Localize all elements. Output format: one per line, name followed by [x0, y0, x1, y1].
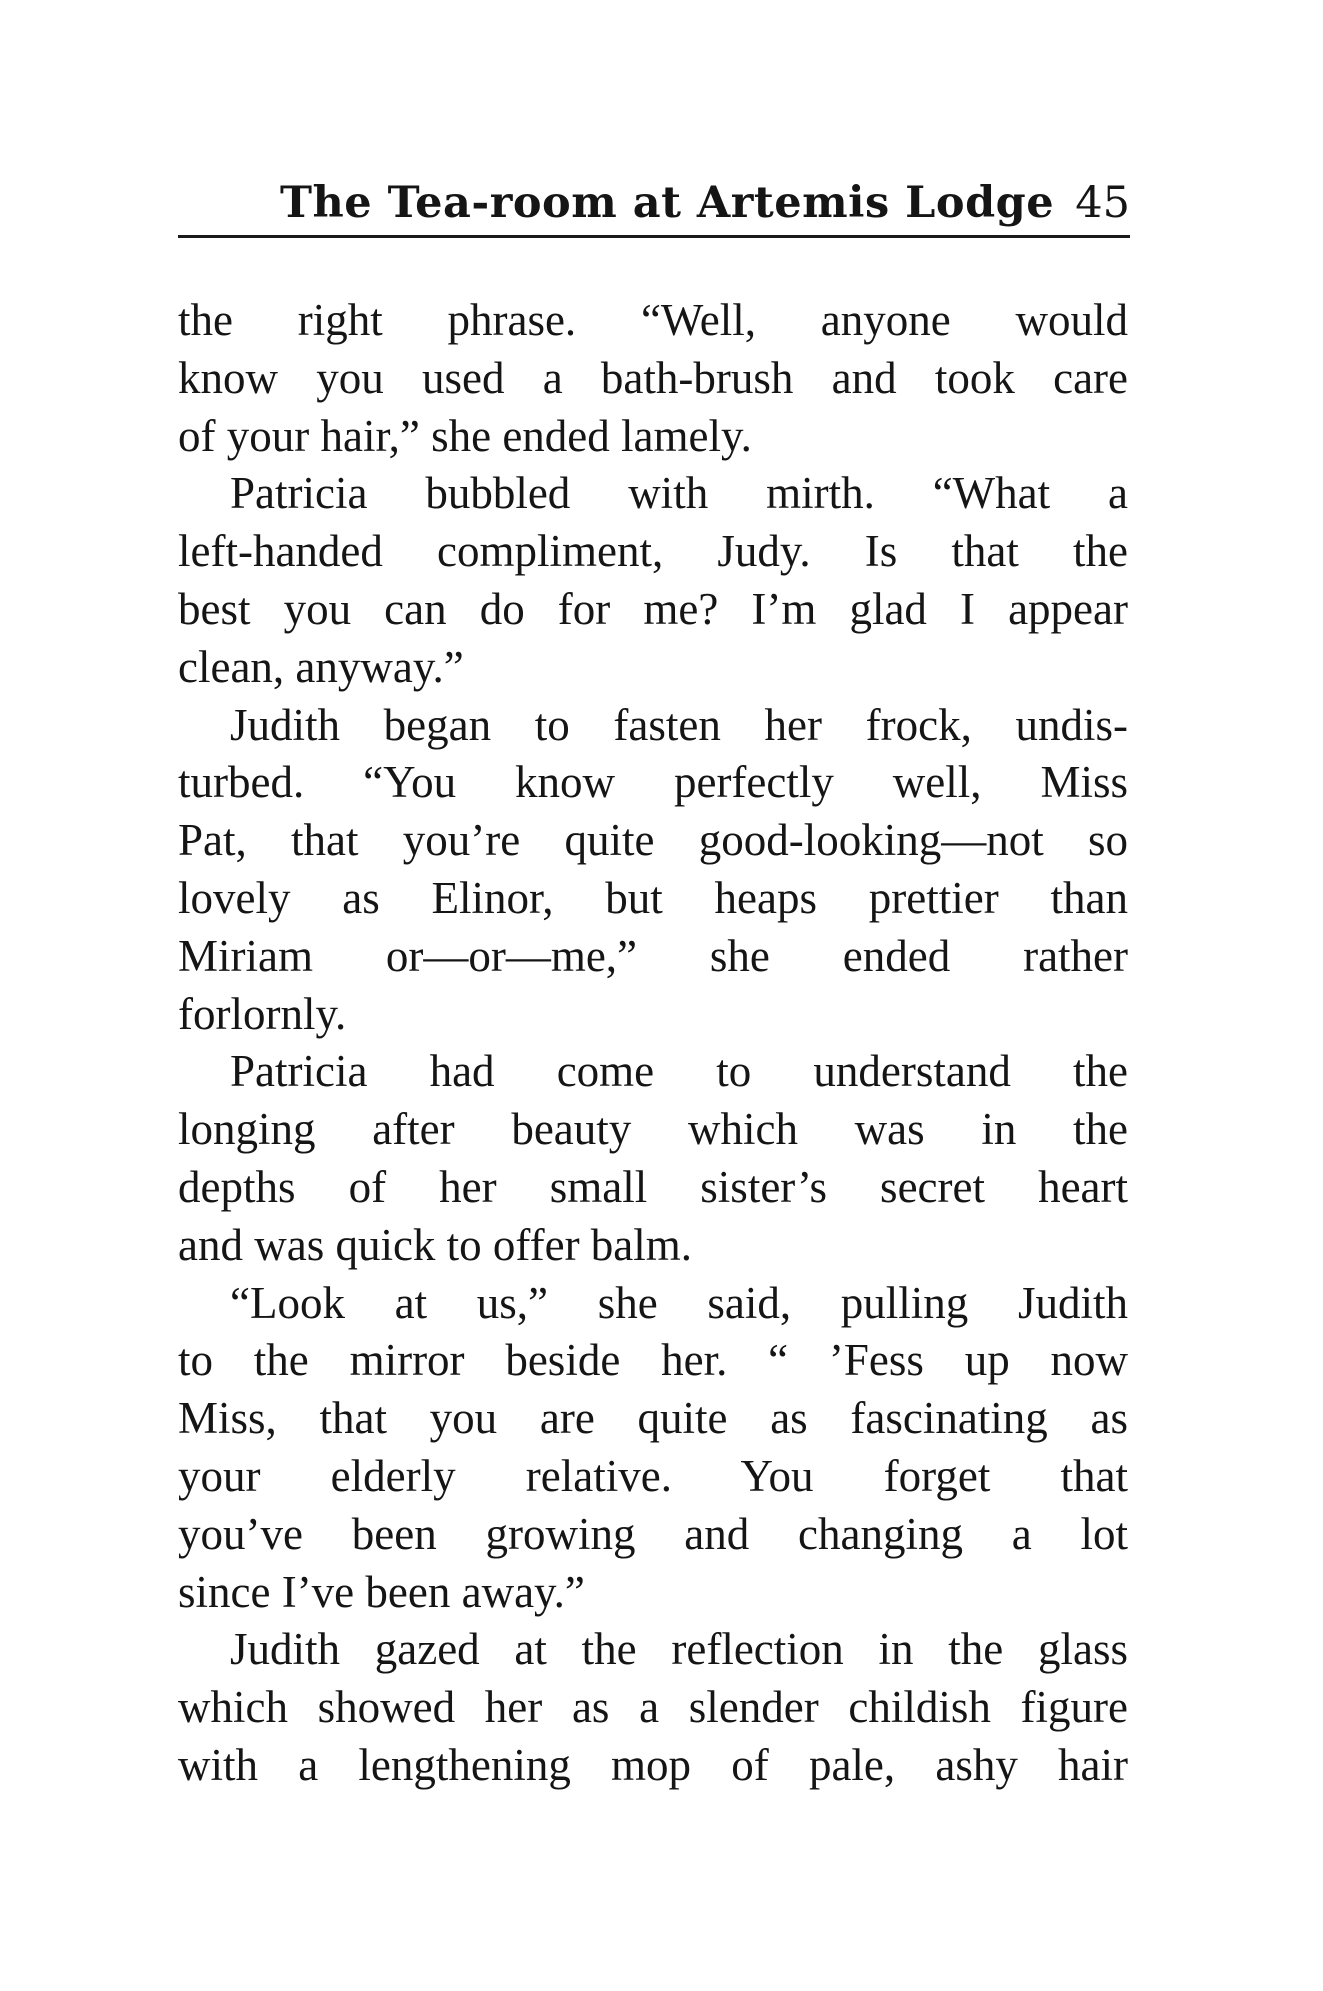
text-line: Judith gazed at the reflection in the glass — [230, 1624, 1128, 1675]
text-line: your elderly relative. You forget that — [178, 1450, 1128, 1501]
text-line: “Look at us,” she said, pulling Judith — [230, 1277, 1128, 1328]
text-line: Patricia had come to understand the — [230, 1046, 1128, 1097]
text-line: forlornly. — [178, 988, 347, 1039]
text-line: Miriam or—or—me,” she ended rather — [178, 930, 1128, 981]
text-line: you’ve been growing and changing a lot — [178, 1508, 1128, 1559]
running-title: The Tea-room at Artemis Lodge — [280, 178, 1055, 228]
text-line: Judith began to fasten her frock, undis- — [230, 699, 1128, 750]
text-line: which showed her as a slender childish figure — [178, 1682, 1128, 1733]
text-line: depths of her small sister’s secret heart — [178, 1161, 1128, 1212]
text-line: Patricia bubbled with mirth. “What a — [230, 468, 1128, 519]
text-line: longing after beauty which was in the — [178, 1104, 1128, 1155]
text-line: know you used a bath-brush and took care — [178, 352, 1128, 403]
text-line: of your hair,” she ended lamely. — [178, 410, 752, 461]
page-number: 45 — [1075, 178, 1130, 228]
running-header — [178, 178, 1130, 238]
text-line: Miss, that you are quite as fascinating as — [178, 1393, 1128, 1444]
text-line: best you can do for me? I’m glad I appear — [178, 583, 1128, 634]
text-line: and was quick to offer balm. — [178, 1219, 693, 1270]
text-line: Pat, that you’re quite good-looking—not so — [178, 815, 1128, 866]
text-line: with a lengthening mop of pale, ashy hair — [178, 1739, 1128, 1790]
text-line: since I’ve been away.” — [178, 1566, 585, 1617]
body-text — [178, 292, 1128, 1795]
text-line: left-handed compliment, Judy. Is that the — [178, 526, 1128, 577]
text-line: clean, anyway.” — [178, 641, 464, 692]
text-line: lovely as Elinor, but heaps prettier than — [178, 872, 1128, 923]
text-line: turbed. “You know perfectly well, Miss — [178, 757, 1128, 808]
text-line: to the mirror beside her. “ ’Fess up now — [178, 1335, 1128, 1386]
text-line: the right phrase. “Well, anyone would — [178, 295, 1128, 345]
